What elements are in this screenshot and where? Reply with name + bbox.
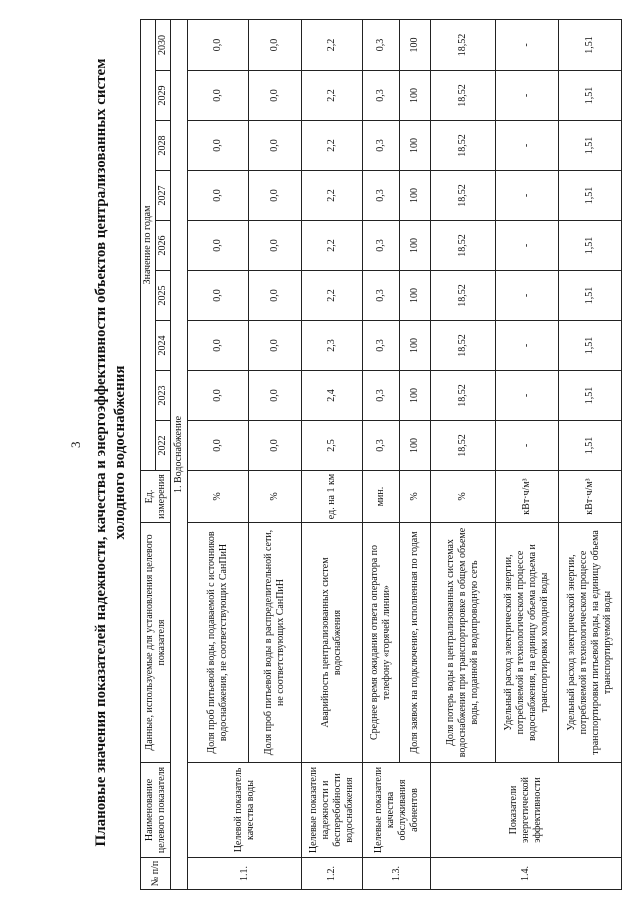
value-cell: - [496, 371, 559, 421]
rotated-page-content [92, 15, 622, 890]
indicator-data: Удельный расход электрической энергии, потребляемой в технологическом процессе водоснабжения, на единицу объема подъема и транспортировки холодной воды [496, 523, 559, 763]
value-cell: 0,3 [363, 121, 400, 171]
value-cell: 18,52 [431, 321, 496, 371]
value-cell: 1,51 [559, 221, 622, 271]
value-cell: 0,0 [249, 271, 302, 321]
unit-cell: кВт·ч/м³ [559, 471, 622, 523]
value-cell: 0,0 [188, 171, 249, 221]
value-cell: 18,52 [431, 19, 496, 70]
value-cell: 1,51 [559, 421, 622, 471]
table-row [363, 19, 400, 889]
table-row [188, 19, 249, 889]
header-year: 2028 [156, 121, 171, 171]
value-cell: 0,3 [363, 421, 400, 471]
value-cell: 18,52 [431, 371, 496, 421]
indicator-data: Аварийность централизованных систем водоснабжения [302, 523, 363, 763]
value-cell: 0,0 [249, 121, 302, 171]
value-cell: 100 [400, 121, 431, 171]
value-cell: 2,4 [302, 371, 363, 421]
header-data: Данные, используемые для установления целевого показателя [141, 523, 171, 763]
row-num: 1.1. [188, 858, 302, 890]
unit-cell: % [431, 471, 496, 523]
value-cell: - [496, 171, 559, 221]
value-cell: 1,51 [559, 121, 622, 171]
value-cell: 2,2 [302, 19, 363, 70]
value-cell: 2,2 [302, 221, 363, 271]
value-cell: 0,3 [363, 371, 400, 421]
value-cell: 0,3 [363, 71, 400, 121]
value-cell: 0,0 [188, 271, 249, 321]
header-unit: Ед. измерения [141, 471, 171, 523]
value-cell: 0,0 [188, 71, 249, 121]
header-year: 2029 [156, 71, 171, 121]
value-cell: 100 [400, 321, 431, 371]
value-cell: 0,3 [363, 271, 400, 321]
value-cell: 0,3 [363, 321, 400, 371]
value-cell: 18,52 [431, 421, 496, 471]
value-cell: - [496, 321, 559, 371]
value-cell: 1,51 [559, 19, 622, 70]
table-row [559, 19, 622, 889]
value-cell: 0,0 [188, 421, 249, 471]
header-num: № п/п [141, 858, 171, 890]
value-cell: 2,2 [302, 171, 363, 221]
value-cell: 0,3 [363, 221, 400, 271]
value-cell: 2,2 [302, 271, 363, 321]
row-num: 1.2. [302, 858, 363, 890]
unit-cell: % [400, 471, 431, 523]
value-cell: 2,3 [302, 321, 363, 371]
value-cell: - [496, 71, 559, 121]
value-cell: 0,0 [188, 321, 249, 371]
indicator-data: Доля проб питьевой воды, подаваемой с источников водоснабжения, не соответствующих СанПиН [188, 523, 249, 763]
value-cell: 2,5 [302, 421, 363, 471]
value-cell: 100 [400, 271, 431, 321]
indicator-data: Доля заявок на подключение, исполненная по годам [400, 523, 431, 763]
value-cell: 18,52 [431, 71, 496, 121]
value-cell: 18,52 [431, 221, 496, 271]
value-cell: 100 [400, 421, 431, 471]
value-cell: 2,2 [302, 71, 363, 121]
value-cell: 0,0 [188, 371, 249, 421]
value-cell: 0,3 [363, 171, 400, 221]
value-cell: 0,0 [249, 421, 302, 471]
header-year: 2026 [156, 221, 171, 271]
value-cell: 18,52 [431, 171, 496, 221]
row-num: 1.3. [363, 858, 431, 890]
indicator-data: Доля проб питьевой воды в распределительной сети, не соответствующих СанПиН [249, 523, 302, 763]
unit-cell: % [188, 471, 249, 523]
header-year: 2022 [156, 421, 171, 471]
value-cell: - [496, 421, 559, 471]
value-cell: 100 [400, 71, 431, 121]
table-row [400, 19, 431, 889]
value-cell: 100 [400, 221, 431, 271]
value-cell: 0,0 [188, 19, 249, 70]
header-year: 2027 [156, 171, 171, 221]
table-row [496, 19, 559, 889]
value-cell: 0,0 [249, 71, 302, 121]
value-cell: 2,2 [302, 121, 363, 171]
table-row [249, 19, 302, 889]
value-cell: 0,0 [188, 221, 249, 271]
value-cell: 0,0 [249, 171, 302, 221]
page-number: 3 [68, 441, 83, 448]
indicator-name: Целевые показатели качества обслуживания абонентов [363, 763, 431, 858]
unit-cell: кВт·ч/м³ [496, 471, 559, 523]
value-cell: 0,0 [249, 221, 302, 271]
value-cell: - [496, 271, 559, 321]
value-cell: 0,0 [249, 19, 302, 70]
value-cell: 1,51 [559, 71, 622, 121]
header-year: 2030 [156, 19, 171, 70]
header-year: 2025 [156, 271, 171, 321]
indicator-data: Доля потерь воды в централизованных системах водоснабжения при транспортировке в общем объеме воды, поданной в водопроводную сеть [431, 523, 496, 763]
header-year: 2024 [156, 321, 171, 371]
indicator-name: Показатели энергетической эффективности [431, 763, 622, 858]
value-cell: 0,0 [249, 321, 302, 371]
value-cell: 100 [400, 371, 431, 421]
value-cell: 100 [400, 19, 431, 70]
table-row [302, 19, 363, 889]
value-cell: 100 [400, 171, 431, 221]
indicator-name: Целевой показатель качества воды [188, 763, 302, 858]
value-cell: 0,3 [363, 19, 400, 70]
unit-cell: ед. на 1 км [302, 471, 363, 523]
row-num: 1.4. [431, 858, 622, 890]
unit-cell: % [249, 471, 302, 523]
value-cell: 0,0 [188, 121, 249, 171]
targets-table [140, 19, 622, 890]
unit-cell: мин. [363, 471, 400, 523]
value-cell: 0,0 [249, 371, 302, 421]
value-cell: 18,52 [431, 271, 496, 321]
document-title: Плановые значения показателей надежности, качества и энергоэффективности объектов централизованных систем холодного водоснабжения [93, 58, 128, 847]
value-cell: 18,52 [431, 121, 496, 171]
value-cell: - [496, 221, 559, 271]
value-cell: 1,51 [559, 321, 622, 371]
section-title: 1. Водоснабжение [171, 19, 188, 889]
header-values-group: Значение по годам [141, 19, 156, 470]
value-cell: 1,51 [559, 371, 622, 421]
value-cell: 1,51 [559, 171, 622, 221]
header-name: Наименование целевого показателя [141, 763, 171, 858]
value-cell: - [496, 19, 559, 70]
value-cell: 1,51 [559, 271, 622, 321]
table-row [431, 19, 496, 889]
indicator-name: Целевые показатели надежности и бесперебойности водоснабжения [302, 763, 363, 858]
indicator-data: Среднее время ожидания ответа оператора по телефону «горячей линии» [363, 523, 400, 763]
value-cell: - [496, 121, 559, 171]
header-year: 2023 [156, 371, 171, 421]
indicator-data: Удельный расход электрической энергии, потребляемой в технологическом процессе транспортировки питьевой воды, на единицу объема транспортируемой воды [559, 523, 622, 763]
